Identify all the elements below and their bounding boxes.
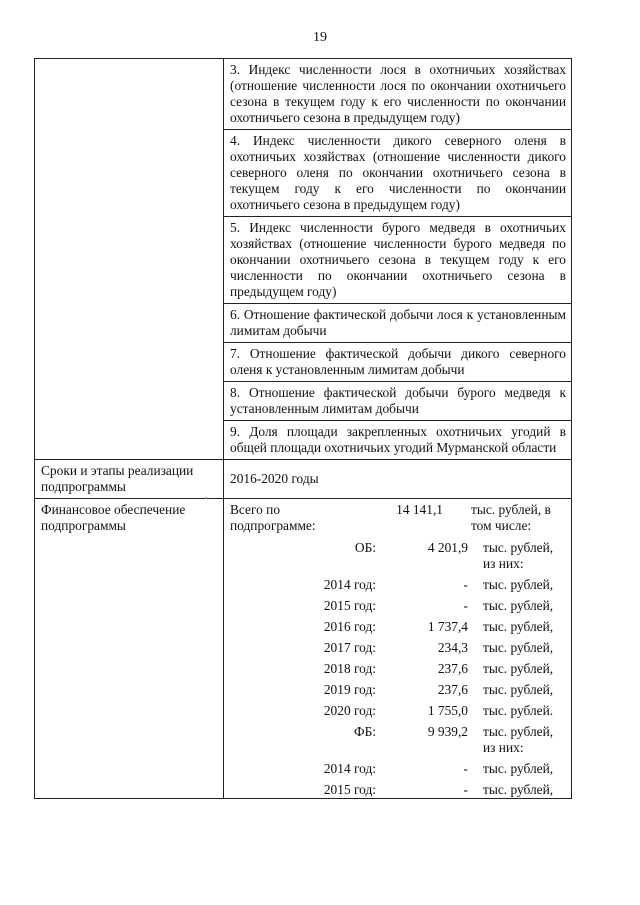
- financing-breakdown: [230, 540, 566, 798]
- timeline-label: Сроки и этапы реализации подпрограммы: [35, 460, 224, 499]
- financing-row-value: 4 201,9: [427, 540, 468, 555]
- financing-row-value: 9 939,2: [427, 724, 468, 739]
- financing-row-value: -: [463, 782, 468, 797]
- financing-row-label: 2020 год:: [323, 703, 376, 718]
- financing-breakdown-row: [230, 661, 566, 677]
- subprogram-passport-table: [34, 58, 572, 799]
- financing-breakdown-row: [230, 761, 566, 777]
- timeline-row: [35, 460, 572, 499]
- financing-breakdown-row: [230, 540, 566, 572]
- financing-row-value: -: [463, 577, 468, 592]
- financing-row-label: 2015 год:: [323, 782, 376, 797]
- financing-row-unit: тыс. рублей,: [483, 640, 554, 655]
- financing-row-label: 2018 год:: [323, 661, 376, 676]
- financing-row-value: -: [463, 598, 468, 613]
- financing-row-label: ФБ:: [354, 724, 376, 739]
- indicator-3: 3. Индекс численности лося в охотничьих хозяйствах (отношение численности лося по окончании охотничьего сезона в текущем году к его численности по окончании охотничьего сезона в предыдущем году): [224, 59, 572, 130]
- scan-speck: [205, 497, 207, 499]
- financing-breakdown-row: [230, 598, 566, 614]
- financing-row-unit: тыс. рублей.: [483, 703, 554, 718]
- financing-total-value: 14 141,1: [396, 502, 443, 517]
- financing-breakdown-row: [230, 724, 566, 756]
- financing-total-label: Всего по подпрограмме:: [230, 502, 316, 533]
- financing-label: Финансовое обеспечение подпрограммы: [35, 499, 224, 799]
- financing-row-label: 2014 год:: [323, 577, 376, 592]
- financing-row-label: 2016 год:: [323, 619, 376, 634]
- indicator-4: 4. Индекс численности дикого северного оленя в охотничьих хозяйствах (отношение численности дикого северного оленя по окончании охотничьего сезона в текущем году к его численности по окончании охотничьего сезона в предыдущем году): [224, 130, 572, 217]
- financing-total-unit: тыс. рублей, в том числе:: [471, 502, 551, 533]
- financing-row-value: 1 755,0: [427, 703, 468, 718]
- indicator-9: 9. Доля площади закрепленных охотничьих угодий в общей площади охотничьих угодий Мурманской области: [224, 421, 572, 460]
- indicator-6: 6. Отношение фактической добычи лося к установленным лимитам добычи: [224, 304, 572, 343]
- financing-cell: [224, 499, 572, 799]
- financing-row-value: -: [463, 761, 468, 776]
- financing-row-value: 234,3: [437, 640, 468, 655]
- financing-breakdown-row: [230, 782, 566, 798]
- financing-row-value: 1 737,4: [427, 619, 468, 634]
- financing-row-unit: тыс. рублей, из них:: [483, 724, 554, 755]
- financing-row-value: 237,6: [437, 682, 468, 697]
- indicator-5: 5. Индекс численности бурого медведя в охотничьих хозяйствах (отношение численности бурого медведя по окончании охотничьего сезона в текущем году к его численности по окончании охотничьего сезона в предыдущем году): [224, 217, 572, 304]
- financing-row-unit: тыс. рублей,: [483, 619, 554, 634]
- indicator-row: [35, 59, 572, 130]
- financing-row-unit: тыс. рублей, из них:: [483, 540, 554, 571]
- financing-breakdown-row: [230, 577, 566, 593]
- indicator-8: 8. Отношение фактической добычи бурого медведя к установленным лимитам добычи: [224, 382, 572, 421]
- financing-row-label: 2014 год:: [323, 761, 376, 776]
- financing-row-label: 2015 год:: [323, 598, 376, 613]
- financing-row-label: 2017 год:: [323, 640, 376, 655]
- financing-breakdown-row: [230, 703, 566, 719]
- financing-row-unit: тыс. рублей,: [483, 682, 554, 697]
- financing-row-label: 2019 год:: [323, 682, 376, 697]
- financing-row-unit: тыс. рублей,: [483, 577, 554, 592]
- financing-total: [230, 502, 566, 534]
- financing-row-value: 237,6: [437, 661, 468, 676]
- financing-breakdown-row: [230, 640, 566, 656]
- indicator-7: 7. Отношение фактической добычи дикого северного оленя к установленным лимитам добычи: [224, 343, 572, 382]
- financing-row-unit: тыс. рублей,: [483, 761, 554, 776]
- financing-row-unit: тыс. рублей,: [483, 782, 554, 797]
- financing-row: [35, 499, 572, 799]
- page-number: 19: [313, 30, 327, 45]
- financing-row-label: ОБ:: [354, 540, 376, 555]
- financing-row-unit: тыс. рублей,: [483, 598, 554, 613]
- timeline-value: 2016-2020 годы: [224, 460, 572, 499]
- financing-breakdown-row: [230, 619, 566, 635]
- financing-breakdown-row: [230, 682, 566, 698]
- financing-row-unit: тыс. рублей,: [483, 661, 554, 676]
- indicators-label-cell: [35, 59, 224, 460]
